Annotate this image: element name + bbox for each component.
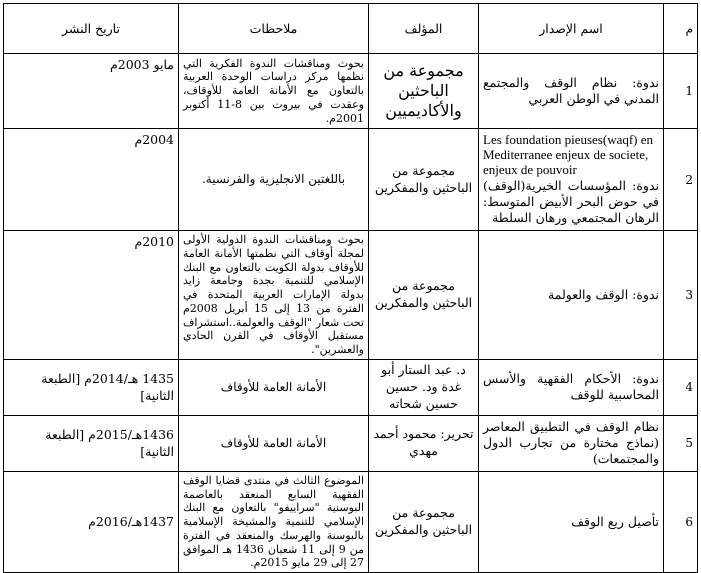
publication-title: ندوة: الوقف والعولمة	[479, 231, 664, 360]
publications-table	[3, 3, 698, 573]
publication-author: مجموعة من الباحثين والأكاديميين	[369, 54, 479, 129]
table-row	[4, 54, 698, 129]
row-number: 1	[664, 54, 698, 129]
row-number: 4	[664, 359, 698, 415]
table-row	[4, 231, 698, 360]
publication-title: ندوة: نظام الوقف والمجتمع المدني في الوطن العربي	[479, 54, 664, 129]
publication-title: ندوة: المؤسسات الخيرية(الوقف) في حوض البحر الأبيض المتوسط: الرهان المجتمعي ورهان السلطة	[483, 177, 659, 226]
row-number: 3	[664, 231, 698, 360]
header-author: المؤلف	[369, 4, 479, 54]
publication-date: 2004م	[4, 129, 179, 231]
header-row	[4, 4, 698, 54]
publication-author: مجموعة من الباحثين والمفكرين	[369, 231, 479, 360]
publication-notes: باللغتين الانجليزية والفرنسية.	[179, 129, 369, 231]
header-date: تاريخ النشر	[4, 4, 179, 54]
publication-title: ندوة: الأحكام الفقهية والأسس المحاسبية للوقف	[479, 359, 664, 415]
publication-title: تأصيل ريع الوقف	[479, 471, 664, 572]
publication-date: مايو 2003م	[4, 54, 179, 129]
table-row	[4, 471, 698, 572]
publication-notes: بحوث ومناقشات الندوة الدولية الأولى لمجلة أوقاف التي نظمتها الأمانة العامة للأوقاف بدولة الكويت بالتعاون مع البنك الإسلامي للتنمية بجدة وجامعة زايد بدولة الإمارات العربية المتحدة في الفترة من 13 إلى 15 أبريل 2008م تحت شعار "الوقف والعولمة..استشراف مستقبل الأوقاف في القرن الحادي والعشرين".	[179, 231, 369, 360]
row-number: 5	[664, 415, 698, 471]
publication-author: مجموعة من الباحثين والمفكرين	[369, 471, 479, 572]
row-number: 6	[664, 471, 698, 572]
publication-date: 1435 هـ/2014م [الطبعة الثانية]	[4, 359, 179, 415]
publication-notes: الأمانة العامة للأوقاف	[179, 415, 369, 471]
table-row	[4, 359, 698, 415]
publication-date: 1436هـ/2015م [الطبعة الثانية]	[4, 415, 179, 471]
publication-author: تحرير: محمود أحمد مهدي	[369, 415, 479, 471]
publication-title-cell	[479, 129, 664, 231]
table-row	[4, 415, 698, 471]
table-row	[4, 129, 698, 231]
publication-title-latin: Les foundation pieuses(waqf) en Mediterranee enjeux de societe, enjeux de pouvoir	[483, 131, 654, 177]
publication-date: 2010م	[4, 231, 179, 360]
publication-notes: الموضوع الثالث في منتدى قضايا الوقف الفقهية السابع المنعقد بالعاصمة البوسنية "سراييفو" بالتعاون مع البنك الإسلامي للتنمية والمشيخة الإسلامية بالبوسنة والهرسك والمنعقد في الفترة من 9 إلى 11 شعبان 1436 هـ الموافق 27 إلى 29 مايو 2015م.	[179, 471, 369, 572]
publication-notes: بحوث ومناقشات الندوة الفكرية التي نظمها مركز دراسات الوحدة العربية بالتعاون مع الأمانة العامة للأوقاف، وعقدت في بيروت بين 8-11 أكتوبر 2001م.	[179, 54, 369, 129]
publication-author: د. عبد الستار أبو غدة ود. حسين حسين شحاته	[369, 359, 479, 415]
publication-notes: الأمانة العامة للأوقاف	[179, 359, 369, 415]
publication-date: 1437هـ/2016م	[4, 471, 179, 572]
header-title: اسم الإصدار	[479, 4, 664, 54]
row-number: 2	[664, 129, 698, 231]
publication-author: مجموعة من الباحثين والمفكرين	[369, 129, 479, 231]
header-number: م	[664, 4, 698, 54]
publication-title: نظام الوقف في التطبيق المعاصر (نماذج مختارة من تجارب الدول والمجتمعات)	[479, 415, 664, 471]
header-notes: ملاحظات	[179, 4, 369, 54]
